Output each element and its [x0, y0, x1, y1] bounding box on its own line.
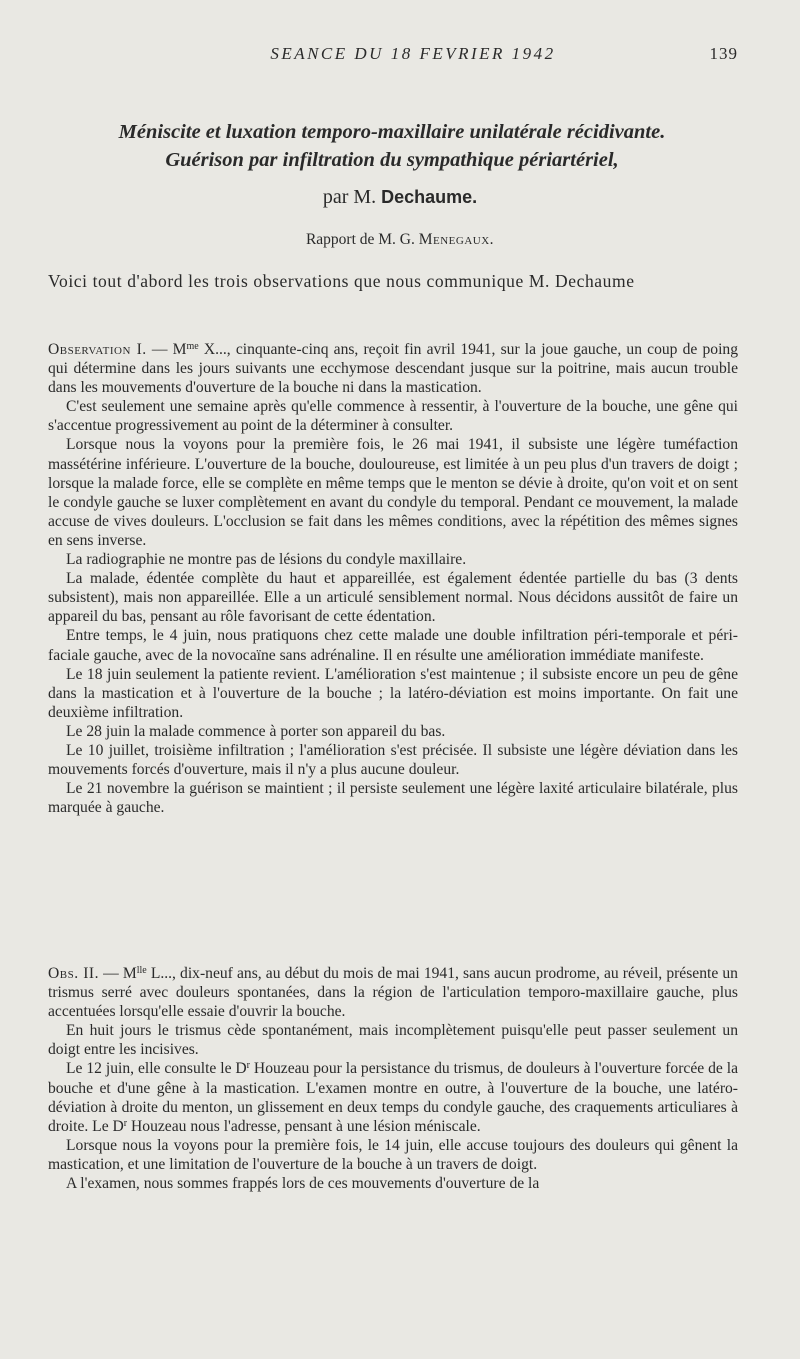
- rapport-prefix: Rapport de M. G.: [305, 231, 415, 248]
- running-head: [48, 44, 738, 68]
- article-title-line-1: Méniscite et luxation temporo-maxillaire unilatérale récidivante.: [118, 121, 666, 143]
- observation-1-paragraph: Le 10 juillet, troisième infiltration ; l'amélioration s'est précisée. Il subsiste une légère déviation dans les mouvements forcés d'ouverture, mais il n'y a plus aucune douleur.: [48, 741, 738, 779]
- article-title-line-2: Guérison par infiltration du sympathique périartériel,: [165, 149, 619, 171]
- page-number: 139: [709, 44, 738, 63]
- byline-prefix: par M.: [322, 186, 377, 208]
- observation-1-paragraph: La radiographie ne montre pas de lésions du condyle maxillaire.: [66, 551, 467, 569]
- observation-2-lead: Obs. II. — $M^{lle}$ L..., dix-neuf ans, au début du mois de mai 1941, sans aucun prodrome, au réveil, présente un trismus serré avec douleurs spontanées, dans la région de l'articulation temporo-maxillaire gauche, plus accentuées lorsqu'elle essaie d'ouvrir la bouche.: [48, 965, 738, 1021]
- rapporteur-name: Menegaux.: [418, 231, 495, 248]
- observation-1-paragraph: Entre temps, le 4 juin, nous pratiquons chez cette malade une double infiltration péri-temporale et péri-faciale gauche, avec de la novocaïne sans adrénaline. Il en résulte une amélioration immédiate manifeste.: [48, 627, 738, 664]
- observation-1-label: Observation I.: [48, 341, 147, 358]
- observation-1: [48, 340, 738, 817]
- article-title: [40, 118, 744, 174]
- observation-2: [48, 964, 738, 1193]
- observation-2-paragraph: En huit jours le trismus cède spontanément, mais incomplètement puisqu'elle peut passer seulement un doigt entre les incisives.: [48, 1022, 738, 1059]
- running-head-title: SEANCE DU 18 FEVRIER 1942: [270, 44, 556, 63]
- observation-1-paragraph: Lorsque nous la voyons pour la première fois, le 26 mai 1941, il subsiste une légère tuméfaction massétérine inférieure. L'ouverture de la bouche, douloureuse, est limitée à un peu plus d'un travers de doigt ; lorsque la malade force, elle se complète en même temps que le menton se dévie à droite, qu'on voit et on sent le condyle gauche se luxer complètement en avant du condyle du temporal. Pendant ce mouvement, la malade accuse de vives douleurs. L'occlusion se fait dans les mêmes conditions, avec la répétition des mêmes signes en sens inverse.: [48, 436, 738, 549]
- observation-1-paragraph: C'est seulement une semaine après qu'elle commence à ressentir, à l'ouverture de la bouche, une gêne qui s'accentue progressivement au point de la déterminer à consulter.: [48, 398, 738, 435]
- intro-paragraph: Voici tout d'abord les trois observations que nous communique M. Dechaume: [48, 271, 635, 291]
- observation-1-paragraph: La malade, édentée complète du haut et appareillée, est également édentée partielle du bas (3 dents subsistent), mais non appareillée. Elle a un articulé sensiblement normal. Nous décidons aussitôt de faire un appareil du bas, pensant au rôle favorisant de cette édentation.: [48, 570, 738, 626]
- rapport-line: [0, 231, 800, 249]
- observation-2-paragraph: Le 12 juin, elle consulte le $D^r$ Houzeau pour la persistance du trismus, de douleurs à l'ouverture forcée de la bouche et d'une gêne à la mastication. L'examen montre en outre, à l'ouverture de la bouche, une latéro-déviation à droite du menton, un glissement en deux temps du condyle gauche, des craquements articuliares à droite. Le $D^r$ Houzeau nous l'adresse, pensant à une lésion méniscale.: [48, 1060, 738, 1135]
- observation-2-paragraph: Lorsque nous la voyons pour la première fois, le 14 juin, elle accuse toujours des douleurs qui gênent la mastication, et une limitation de l'ouverture de la bouche à un travers de doigt.: [48, 1136, 738, 1173]
- byline: [0, 186, 800, 209]
- observation-2-paragraph: A l'examen, nous sommes frappés lors de ces mouvements d'ouverture de la: [66, 1175, 540, 1193]
- observation-2-label: Obs. II.: [48, 965, 100, 982]
- observation-1-paragraph: Le 28 juin la malade commence à porter son appareil du bas.: [66, 722, 446, 740]
- observation-1-paragraph: Le 21 novembre la guérison se maintient ; il persiste seulement une légère laxité articulaire bilatérale, plus marquée à gauche.: [48, 780, 738, 817]
- author-name: Dechaume.: [381, 187, 478, 207]
- observation-1-paragraph: Le 18 juin seulement la patiente revient. L'amélioration s'est maintenue ; il subsiste encore un peu de gêne dans la mastication et à l'ouverture de la bouche ; la latéro-déviation est moins importante. On fait une deuxième infiltration.: [48, 665, 738, 721]
- observation-1-lead: Observation I. — $M^{me}$ X..., cinquante-cinq ans, reçoit fin avril 1941, sur la joue gauche, un coup de poing qui détermine dans les jours suivants une ecchymose descendant jusque sur la poitrine, mais aucun trouble dans les mouvements d'ouverture de la bouche ni dans la mastication.: [48, 341, 739, 397]
